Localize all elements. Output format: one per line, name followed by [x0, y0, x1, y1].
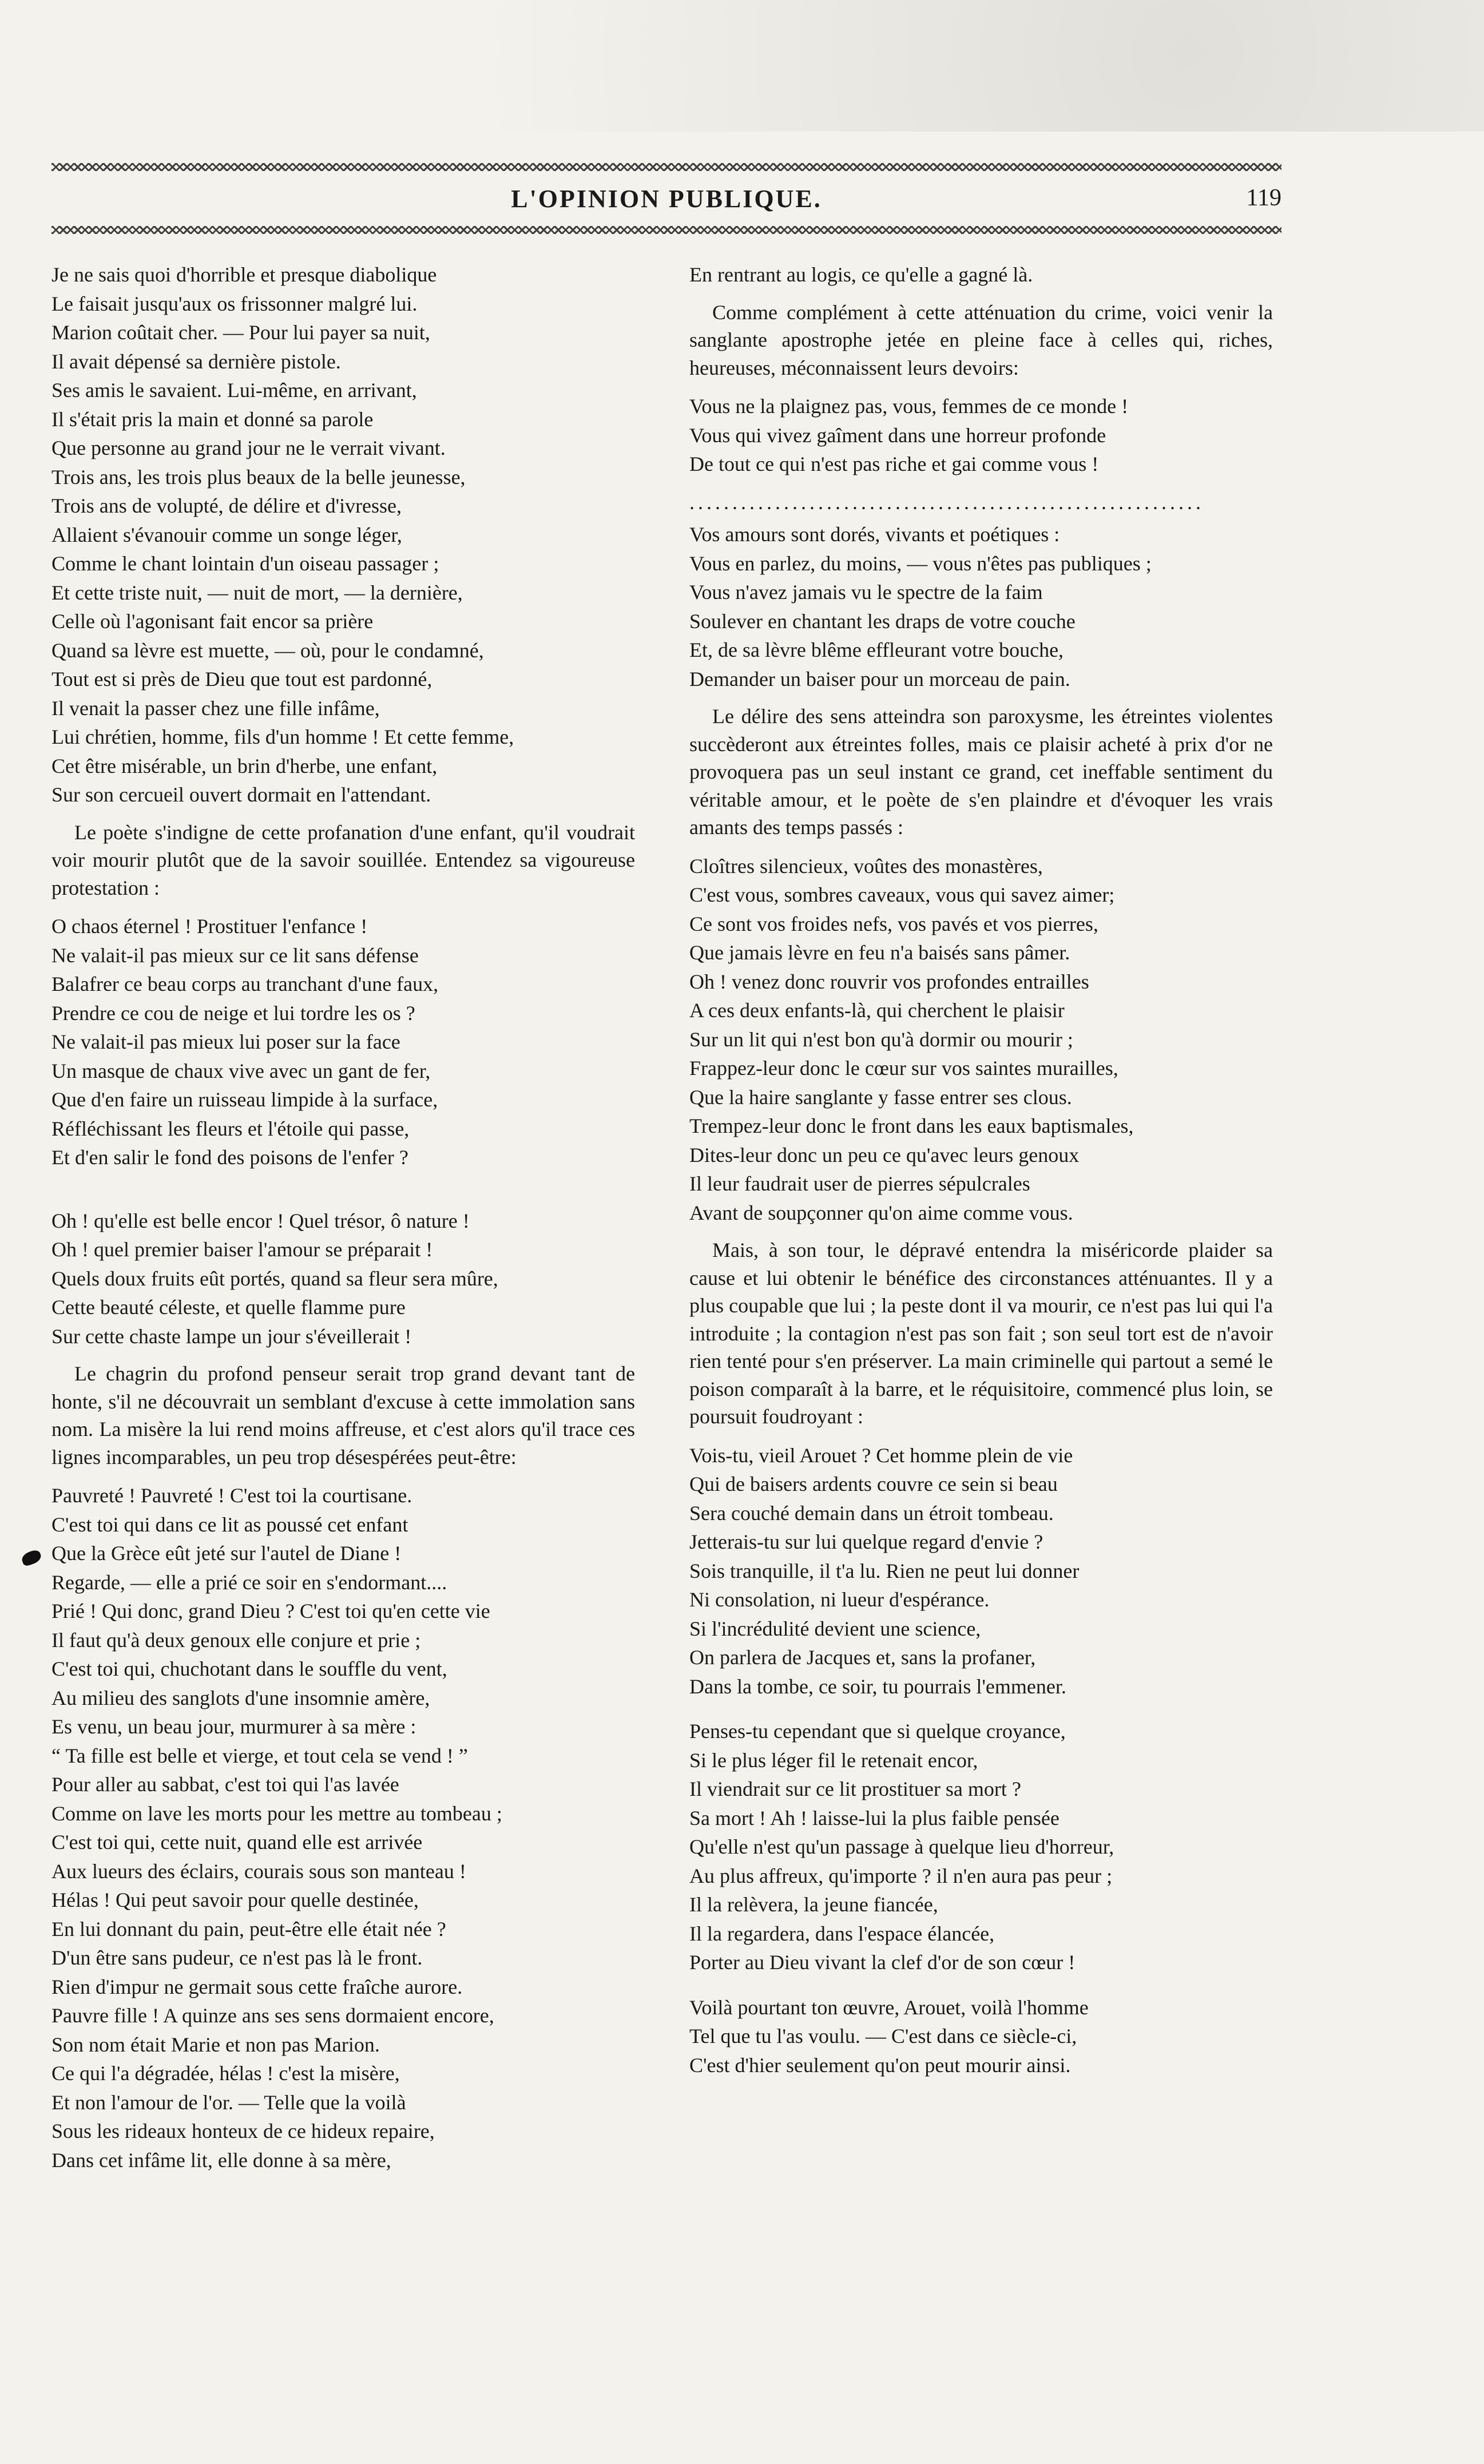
poem-line: Vous qui vivez gaîment dans une horreur profonde [689, 423, 1106, 447]
poem-line: Quels doux fruits eût portés, quand sa fleur sera mûre, [51, 1267, 498, 1290]
poem-line: C'est d'hier seulement qu'on peut mourir ainsi. [689, 2053, 1071, 2077]
poem-line: C'est toi qui, cette nuit, quand elle est arrivée [51, 1831, 423, 1854]
poem-line: Porter au Dieu vivant la clef d'or de son cœur ! [689, 1951, 1076, 1974]
poem-line: On parlera de Jacques et, sans la profaner, [689, 1646, 1036, 1669]
poem-line: Que la Grèce eût jeté sur l'autel de Diane ! [51, 1542, 402, 1565]
poem-line: Ce qui l'a dégradée, hélas ! c'est la misère, [51, 2062, 400, 2085]
poem-stanza [51, 260, 635, 810]
commentary-paragraph: Le délire des sens atteindra son paroxysme, les étreintes violentes succèderont aux étreintes folles, mais ce plaisir acheté à prix d'or ne provoquera pas un seul instant ce grand, cet ineffable sentiment du véritable amour, et le poète de s'en plaindre et d'évoquer les vrais amants des temps passés : [689, 705, 1273, 839]
poem-stanza [689, 392, 1273, 479]
poem-line: Cloîtres silencieux, voûtes des monastères, [689, 854, 1043, 878]
left-column [51, 260, 635, 2184]
poem-line: Ne valait-il pas mieux sur ce lit sans défense [51, 943, 419, 967]
poem-line: Ni consolation, ni lueur d'espérance. [689, 1588, 990, 1611]
poem-line: O chaos éternel ! Prostituer l'enfance ! [51, 915, 368, 938]
poem-line: Et, de sa lèvre blême effleurant votre bouche, [689, 638, 1064, 661]
poem-line: Que la haire sanglante y fasse entrer ses clous. [689, 1085, 1072, 1109]
poem-line: Il venait la passer chez une fille infâme, [51, 696, 380, 720]
poem-line-text: En rentrant au logis, ce qu'elle a gagné là. [689, 263, 1033, 286]
poem-line: Aux lueurs des éclairs, courais sous son manteau ! [51, 1859, 466, 1883]
poem-line: De tout ce qui n'est pas riche et gai comme vous ! [689, 453, 1099, 475]
poem-line: Et d'en salir le fond des poisons de l'enfer ? [51, 1146, 408, 1169]
poem-line: Celle où l'agonisant fait encor sa prière [51, 610, 374, 633]
poem-line: Il la regardera, dans l'espace élancée, [689, 1922, 995, 1945]
poem-line: C'est toi qui dans ce lit as poussé cet enfant [51, 1513, 408, 1536]
poem-line: Trois ans, les trois plus beaux de la belle jeunesse, [51, 465, 466, 489]
poem-line: Jetterais-tu sur lui quelque regard d'envie ? [689, 1530, 1043, 1553]
page-title: L'OPINION PUBLIQUE. [511, 185, 822, 213]
poem-line: C'est toi qui, chuchotant dans le souffle du vent, [51, 1657, 447, 1680]
poem-line: Comme le chant lointain d'un oiseau passager ; [51, 552, 439, 575]
commentary-paragraph: Comme complément à cette atténuation du crime, voici venir la sanglante apostrophe jetée en pleine face à celles qui, riches, heureuses, méconnaissent leurs devoirs: [689, 300, 1273, 379]
poem-line: Trois ans de volupté, de délire et d'ivresse, [51, 494, 402, 517]
poem-line: Marion coûtait cher. — Pour lui payer sa nuit, [51, 321, 430, 344]
poem-line: Oh ! qu'elle est belle encor ! Quel trésor, ô nature ! [51, 1209, 470, 1232]
page-top-texture [0, 0, 1484, 132]
commentary-paragraph: Le poète s'indigne de cette profanation d'une enfant, qu'il voudrait voir mourir plutôt que de la savoir souillée. Entendez sa vigoureuse protestation : [51, 820, 635, 899]
poem-line: Que jamais lèvre en feu n'a baisés sans pâmer. [689, 941, 1070, 964]
poem-line: Sur son cercueil ouvert dormait en l'attendant. [51, 783, 431, 806]
poem-line: Penses-tu cependant que si quelque croyance, [689, 1720, 1066, 1743]
poem-line: Voilà pourtant ton œuvre, Arouet, voilà l'homme [689, 1995, 1089, 2019]
poem-line: Un masque de chaux vive avec un gant de fer, [51, 1059, 431, 1082]
poem-line: Comme on lave les morts pour les mettre au tombeau ; [51, 1802, 502, 1825]
commentary-paragraph: Mais, à son tour, le dépravé entendra la miséricorde plaider sa cause et lui obtenir le bénéfice des circonstances atténuantes. Il y a plus coupable que lui ; la peste dont il va mourir, ce n'est pas lui qui l'a introduite ; la contagion n'est pas son fait ; son seul tort est de n'avoir rien tenté pour s'en préserver. La main criminelle qui partout a semé le poison comparaît à la barre, et le réquisitoire, commencé plus loin, se poursuit foudroyant : [689, 1239, 1273, 1428]
poem-line: Il avait dépensé sa dernière pistole. [51, 350, 341, 373]
poem-line: Sera couché demain dans un étroit tombeau. [689, 1501, 1054, 1525]
poem-line: Pauvreté ! Pauvreté ! C'est toi la courtisane. [51, 1484, 412, 1507]
poem-line: Oh ! quel premier baiser l'amour se préparait ! [51, 1238, 433, 1261]
poem-line: Sous les rideaux honteux de ce hideux repaire, [51, 2120, 435, 2142]
poem-line: A ces deux enfants-là, qui cherchent le plaisir [689, 999, 1065, 1022]
poem-line: Vois-tu, vieil Arouet ? Cet homme plein de vie [689, 1443, 1073, 1467]
poem-stanza [51, 1207, 635, 1351]
poem-line: Allaient s'évanouir comme un songe léger, [51, 523, 402, 546]
poem-line: Sur cette chaste lampe un jour s'éveillerait ! [51, 1324, 412, 1348]
poem-stanza [689, 1441, 1273, 1701]
poem-line: Dans cet infâme lit, elle donne à sa mère, [51, 2148, 391, 2172]
poem-line: Cet être misérable, un brin d'herbe, une enfant, [51, 754, 438, 777]
poem-line: “ Ta fille est belle et vierge, et tout cela se vend ! ” [51, 1744, 468, 1767]
poem-line: Ses amis le savaient. Lui-même, en arrivant, [51, 379, 417, 402]
poem-line: Balafrer ce beau corps au tranchant d'une faux, [51, 973, 439, 995]
poem-line: Ce sont vos froides nefs, vos pavés et vos pierres, [689, 912, 1098, 935]
poem-line: Lui chrétien, homme, fils d'un homme ! Et cette femme, [51, 725, 514, 748]
poem-line: Rien d'impur ne germait sous cette fraîche aurore. [51, 1975, 463, 1998]
poem-line: En lui donnant du pain, peut-être elle était née ? [51, 1917, 446, 1941]
poem-line: Il faut qu'à deux genoux elle conjure et prie ; [51, 1628, 421, 1652]
poem-line: Il viendrait sur ce lit prostituer sa mort ? [689, 1777, 1021, 1800]
poem-line: Prié ! Qui donc, grand Dieu ? C'est toi qu'en cette vie [51, 1600, 490, 1622]
poem-line: Sa mort ! Ah ! laisse-lui la plus faible pensée [689, 1806, 1060, 1830]
poem-line: Tout est si près de Dieu que tout est pardonné, [51, 668, 432, 691]
poem-line: Il la relèvera, la jeune fiancée, [689, 1893, 938, 1916]
poem-line: Cette beauté céleste, et quelle flamme pure [51, 1296, 406, 1319]
poem-line: Soulever en chantant les draps de votre couche [689, 609, 1076, 633]
poem-line: Que personne au grand jour ne le verrait vivant. [51, 437, 446, 459]
poem-line: Pour aller au sabbat, c'est toi qui l'as lavée [51, 1773, 399, 1796]
ellipsis-separator: ............................................................ [689, 490, 1204, 514]
poem-line: Regarde, — elle a prié ce soir en s'endormant.... [51, 1570, 447, 1594]
poem-line: Et non l'amour de l'or. — Telle que la voilà [51, 2090, 406, 2114]
poem-line: D'un être sans pudeur, ce n'est pas là le front. [51, 1946, 423, 1969]
poem-line: Dites-leur donc un peu ce qu'avec leurs genoux [689, 1143, 1080, 1166]
header-bottom-rule [51, 226, 1281, 234]
poem-stanza [689, 520, 1273, 693]
page-header [51, 184, 1281, 219]
commentary-paragraph: Le chagrin du profond penseur serait trop grand devant tant de honte, s'il ne découvrait un semblant d'excuse à cette immolation sans nom. La misère la lui rend moins affreuse, et c'est alors qu'il trace ces lignes incomparables, un peu trop désespérées peut-être: [51, 1362, 635, 1469]
poem-line: Avant de soupçonner qu'on aime comme vous. [689, 1201, 1073, 1224]
poem-line: Je ne sais quoi d'horrible et presque diabolique [51, 263, 437, 286]
poem-stanza [689, 852, 1273, 1228]
poem-line: Vous n'avez jamais vu le spectre de la faim [689, 581, 1043, 604]
poem-line: Si le plus léger fil le retenait encor, [689, 1748, 978, 1772]
poem-line: Et cette triste nuit, — nuit de mort, — la dernière, [51, 581, 463, 604]
poem-line: Frappez-leur donc le cœur sur vos saintes murailles, [689, 1057, 1118, 1080]
poem-line: Le faisait jusqu'aux os frissonner malgré lui. [51, 292, 418, 315]
poem-line: Vos amours sont dorés, vivants et poétiques : [689, 523, 1060, 546]
poem-line: Dans la tombe, ce soir, tu pourrais l'emmener. [689, 1675, 1066, 1698]
poem-line: Qui de baisers ardents couvre ce sein si beau [689, 1473, 1058, 1495]
poem-line: Si l'incrédulité devient une science, [689, 1617, 981, 1640]
page-number: 119 [1246, 185, 1281, 211]
poem-stanza [689, 1717, 1273, 1977]
header-top-rule [51, 163, 1281, 171]
poem-line [689, 260, 1273, 289]
poem-line: Il leur faudrait user de pierres sépulcrales [689, 1172, 1030, 1195]
poem-line: Sois tranquille, il t'a lu. Rien ne peut lui donner [689, 1559, 1080, 1582]
poem-line: Oh ! venez donc rouvrir vos profondes entrailles [689, 970, 1089, 993]
poem-line: Es venu, un beau jour, murmurer à sa mère : [51, 1715, 416, 1738]
poem-line: Au milieu des sanglots d'une insomnie amère, [51, 1686, 430, 1709]
poem-line: Réfléchissant les fleurs et l'étoile qui passe, [51, 1117, 410, 1140]
poem-line: Pauvre fille ! A quinze ans ses sens dormaient encore, [51, 2004, 494, 2027]
poem-line: Son nom était Marie et non pas Marion. [51, 2033, 380, 2056]
poem-line: Tel que tu l'as voulu. — C'est dans ce siècle-ci, [689, 2025, 1077, 2048]
poem-line: C'est vous, sombres caveaux, vous qui savez aimer; [689, 883, 1115, 906]
poem-stanza [51, 1481, 635, 2175]
poem-line: Quand sa lèvre est muette, — où, pour le condamné, [51, 638, 484, 662]
poem-line: Qu'elle n'est qu'un passage à quelque lieu d'horreur, [689, 1835, 1114, 1858]
poem-line: Trempez-leur donc le front dans les eaux baptismales, [689, 1114, 1134, 1137]
right-column [689, 260, 1273, 2089]
poem-line: Prendre ce cou de neige et lui tordre les os ? [51, 1001, 415, 1025]
poem-line: Vous en parlez, du moins, — vous n'êtes pas publiques ; [689, 551, 1152, 575]
poem-line: Demander un baiser pour un morceau de pain. [689, 667, 1070, 691]
poem-line: Sur un lit qui n'est bon qu'à dormir ou mourir ; [689, 1027, 1073, 1051]
poem-stanza [51, 912, 635, 1172]
poem-line: Que d'en faire un ruisseau limpide à la surface, [51, 1088, 438, 1111]
poem-line: Vous ne la plaignez pas, vous, femmes de ce monde ! [689, 395, 1129, 418]
poem-line: Au plus affreux, qu'importe ? il n'en aura pas peur ; [689, 1864, 1113, 1887]
poem-line: Il s'était pris la main et donné sa parole [51, 407, 374, 431]
ink-blot-icon [20, 1549, 42, 1567]
poem-line: Hélas ! Qui peut savoir pour quelle destinée, [51, 1888, 419, 1911]
poem-stanza [689, 1993, 1273, 2080]
poem-line: Ne valait-il pas mieux lui poser sur la face [51, 1030, 400, 1053]
